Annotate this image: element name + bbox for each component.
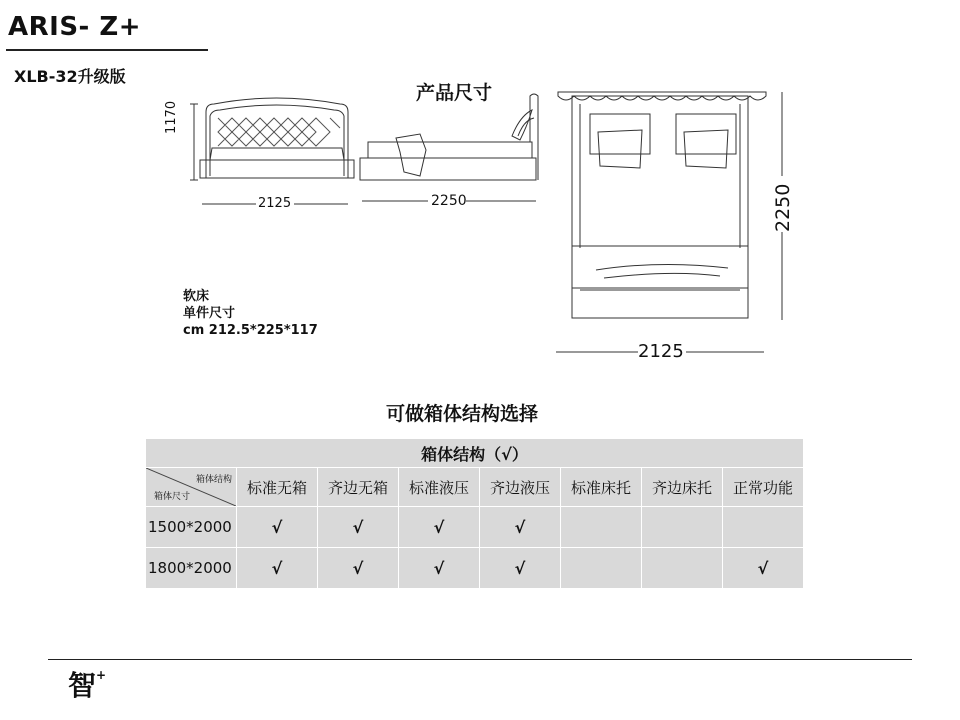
table-corner-cell bbox=[146, 468, 237, 507]
logo-text: 智 bbox=[68, 669, 97, 702]
row-mark: √ bbox=[480, 507, 561, 548]
row-size: 1800*2000 bbox=[146, 548, 237, 589]
column-header: 标准床托 bbox=[561, 468, 642, 507]
footer-rule bbox=[48, 659, 912, 660]
row-mark: √ bbox=[318, 507, 399, 548]
top-view-drawing bbox=[556, 92, 782, 352]
row-mark: √ bbox=[399, 548, 480, 589]
column-header: 齐边无箱 bbox=[318, 468, 399, 507]
side-length-label: 2250 bbox=[431, 193, 467, 209]
box-structure-table bbox=[145, 438, 804, 589]
front-view-drawing bbox=[190, 98, 354, 204]
row-mark bbox=[642, 507, 723, 548]
corner-top-label: 箱体结构 bbox=[195, 475, 232, 485]
row-mark bbox=[723, 507, 804, 548]
side-view-drawing bbox=[360, 94, 538, 201]
dimension-title: 产品尺寸 bbox=[416, 82, 493, 104]
row-mark bbox=[642, 548, 723, 589]
front-height-label: 1170 bbox=[164, 100, 179, 134]
table-header: 箱体结构（√） bbox=[146, 439, 804, 468]
model-name: XLB-32升级版 bbox=[14, 67, 126, 86]
footer-logo bbox=[68, 664, 106, 704]
row-mark: √ bbox=[237, 548, 318, 589]
row-mark bbox=[561, 507, 642, 548]
brand-title: ARIS- Z+ bbox=[8, 12, 142, 42]
table-row bbox=[146, 548, 804, 589]
row-mark bbox=[561, 548, 642, 589]
row-size: 1500*2000 bbox=[146, 507, 237, 548]
product-type: 软床 bbox=[183, 289, 210, 304]
table-row bbox=[146, 507, 804, 548]
row-mark: √ bbox=[237, 507, 318, 548]
top-length-label: 2250 bbox=[772, 183, 794, 232]
top-width-label: 2125 bbox=[638, 341, 684, 362]
product-info bbox=[183, 288, 318, 339]
column-header: 齐边床托 bbox=[642, 468, 723, 507]
options-table-title: 可做箱体结构选择 bbox=[386, 403, 539, 425]
logo-plus: + bbox=[96, 667, 107, 682]
row-mark: √ bbox=[480, 548, 561, 589]
corner-bottom-label: 箱体尺寸 bbox=[154, 492, 191, 502]
column-header: 标准无箱 bbox=[237, 468, 318, 507]
unit-size-label: 单件尺寸 bbox=[183, 306, 236, 321]
column-header: 标准液压 bbox=[399, 468, 480, 507]
row-mark: √ bbox=[723, 548, 804, 589]
row-mark: √ bbox=[318, 548, 399, 589]
product-dimensions: cm 212.5*225*117 bbox=[183, 323, 318, 338]
front-width-label: 2125 bbox=[258, 196, 292, 211]
column-header: 正常功能 bbox=[723, 468, 804, 507]
row-mark: √ bbox=[399, 507, 480, 548]
column-header: 齐边液压 bbox=[480, 468, 561, 507]
